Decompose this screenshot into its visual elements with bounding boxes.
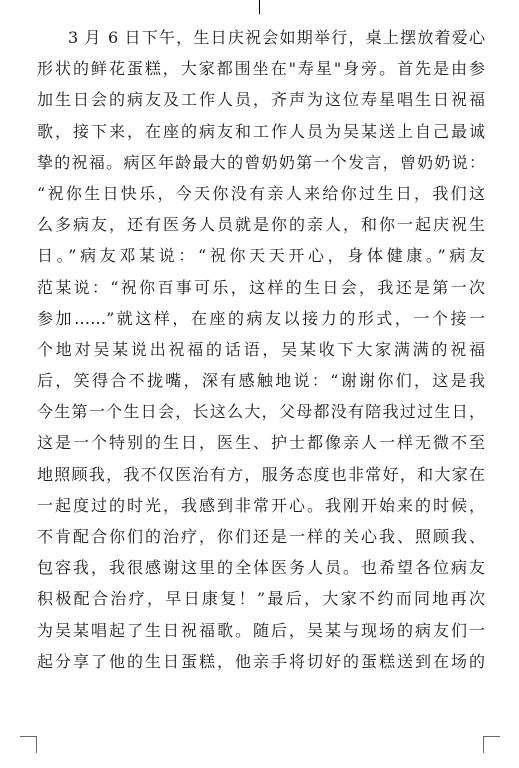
paragraph-line: “祝你生日快乐，今天你没有亲人来给你过生日，我们这 bbox=[37, 183, 485, 203]
paragraph-line: 挚的祝福。病区年龄最大的曾奶奶第一个发言，曾奶奶说： bbox=[37, 152, 485, 172]
paragraph-line: 包容我，我很感谢这里的全体医务人员。也希望各位病友 bbox=[37, 558, 485, 578]
paragraph-line: 加生日会的病友及工作人员，齐声为这位寿星唱生日祝福 bbox=[37, 90, 485, 110]
paragraph-line: 3 月 6 日下午，生日庆祝会如期举行，桌上摆放着爱心 bbox=[68, 28, 485, 47]
paragraph-line: 个地对吴某说出祝福的话语，吴某收下大家满满的祝福 bbox=[37, 339, 485, 359]
paragraph-line: 后，笑得合不拢嘴，深有感触地说：“谢谢你们，这是我 bbox=[37, 371, 485, 391]
crop-mark-bottom-right bbox=[483, 736, 500, 753]
paragraph-line: 歌，接下来，在座的病友和工作人员为吴某送上自己最诚 bbox=[37, 121, 485, 141]
paragraph-line: 么多病友，还有医务人员就是你的亲人，和你一起庆祝生 bbox=[37, 215, 485, 235]
paragraph-line: 参加……”就这样，在座的病友以接力的形式，一个接一 bbox=[37, 308, 485, 328]
crop-mark-bottom-left bbox=[20, 736, 37, 753]
body-paragraph bbox=[37, 22, 485, 677]
paragraph-line: 形状的鲜花蛋糕，大家都围坐在"寿星"身旁。首先是由参 bbox=[37, 59, 485, 79]
text-cursor bbox=[259, 0, 260, 14]
paragraph-line: 范某说：“祝你百事可乐，这样的生日会，我还是第一次 bbox=[37, 277, 485, 297]
paragraph-line: 日。”病友邓某说：“祝你天天开心，身体健康。”病友 bbox=[37, 246, 485, 266]
paragraph-line: 为吴某唱起了生日祝福歌。随后，吴某与现场的病友们一 bbox=[37, 620, 485, 640]
paragraph-line: 今生第一个生日会，长这么大，父母都没有陪我过过生日， bbox=[37, 402, 485, 422]
paragraph-line: 起分享了他的生日蛋糕，他亲手将切好的蛋糕送到在场的 bbox=[37, 651, 485, 671]
paragraph-line: 地照顾我，我不仅医治有方，服务态度也非常好，和大家在 bbox=[37, 464, 485, 484]
paragraph-line: 这是一个特别的生日，医生、护士都像亲人一样无微不至 bbox=[37, 433, 485, 453]
paragraph-line: 一起度过的时光，我感到非常开心。我刚开始来的时候， bbox=[37, 495, 485, 515]
paragraph-line: 不肯配合你们的治疗，你们还是一样的关心我、照顾我、 bbox=[37, 527, 485, 546]
paragraph-line: 积极配合治疗，早日康复！”最后，大家不约而同地再次 bbox=[37, 589, 485, 609]
